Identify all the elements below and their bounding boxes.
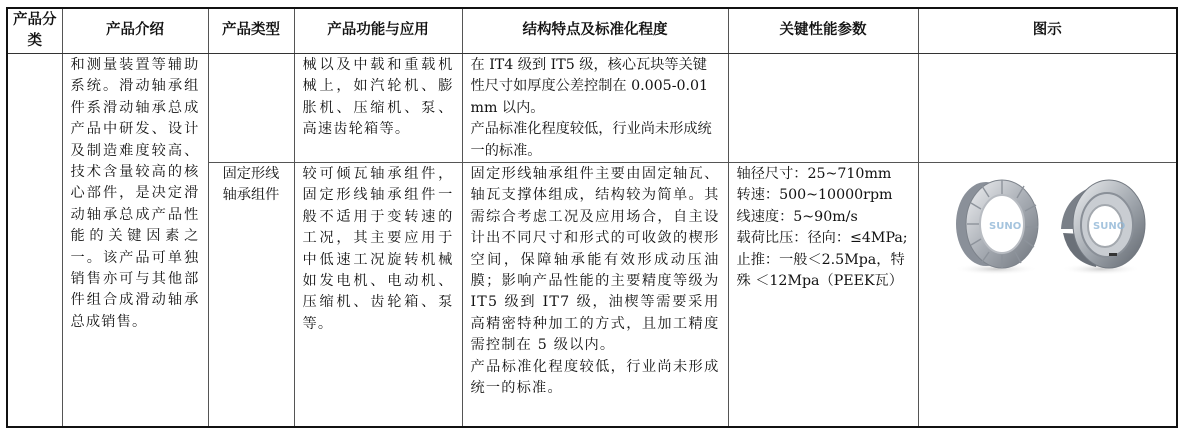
type-cell bbox=[208, 54, 294, 163]
params-cell bbox=[728, 54, 918, 163]
header-function: 产品功能与应用 bbox=[294, 8, 462, 54]
param-speed: 转速：500~10000rpm bbox=[736, 187, 893, 204]
structure-precision-text: 在 IT4 级到 IT5 级，核心瓦块等关键性尺寸如厚度公差控制在 0.005-0.01mm 以内。 bbox=[470, 57, 709, 116]
structure-cell bbox=[462, 54, 728, 163]
svg-text:SUNO: SUNO bbox=[988, 221, 1022, 233]
product-spec-table bbox=[6, 7, 1178, 428]
structure-cell bbox=[462, 163, 728, 427]
bearing-front-icon bbox=[944, 169, 1044, 279]
bearing-angled-icon bbox=[1051, 169, 1151, 279]
header-row bbox=[7, 8, 1177, 54]
params-cell bbox=[728, 163, 918, 427]
header-params: 关键性能参数 bbox=[728, 8, 918, 54]
header-image: 图示 bbox=[918, 8, 1177, 54]
structure-standard-text: 产品标准化程度较低，行业尚未形成统一的标准。 bbox=[470, 121, 712, 159]
header-category: 产品分类 bbox=[7, 8, 62, 54]
image-cell bbox=[918, 163, 1177, 427]
structure-desc-text: 固定形线轴承组件主要由固定轴瓦、轴瓦支撑体组成，结构较为简单。其需综合考虑工况及应用场合，自主设计出不同尺寸和形式的可收敛的楔形空间，保障轴承能有效形成动压油膜；影响产品性能的主要精度等级为 IT5 级到 IT7 级，油楔等需要采用高精密特种加工的方式，且加工精度需控制在 5 级以内。 bbox=[470, 166, 720, 354]
header-type: 产品类型 bbox=[208, 8, 294, 54]
category-cell bbox=[7, 54, 62, 427]
header-structure: 结构特点及标准化程度 bbox=[462, 8, 728, 54]
param-linear-speed: 线速度：5~90m/s bbox=[736, 208, 858, 225]
function-cell: 械以及中载和重载机械上，如汽轮机、膨胀机、压缩机、泵、高速齿轮箱等。 bbox=[294, 54, 462, 163]
image-cell bbox=[918, 54, 1177, 163]
param-shaft-diameter: 轴径尺寸：25~710mm bbox=[736, 166, 892, 183]
function-cell: 较可倾瓦轴承组件，固定形线轴承组件一般不适用于变转速的工况，其主要应用于中低速工况旋转机械如发电机、电动机、压缩机、齿轮箱、泵等。 bbox=[294, 163, 462, 427]
param-load-radial: 载荷比压：径向：≤4MPa; bbox=[736, 230, 908, 247]
param-load-thrust: 止推：一般＜2.5Mpa，特殊 ＜12Mpa（PEEK瓦） bbox=[736, 251, 905, 290]
intro-cell: 和测量装置等辅助系统。滑动轴承组件系滑动轴承总成产品中研发、设计及制造难度较高、技术含量较高的核心部件，是决定滑动轴承总成产品性能的关键因素之一。该产品可单独销售亦可与其他部件组合成滑动轴承总成销售。 bbox=[62, 54, 208, 427]
structure-standard-text: 产品标准化程度较低，行业尚未形成统一的标准。 bbox=[470, 358, 720, 397]
type-cell: 固定形线轴承组件 bbox=[208, 163, 294, 427]
svg-text:SUNO: SUNO bbox=[1092, 221, 1125, 233]
table-row bbox=[7, 54, 1177, 163]
bearing-photos bbox=[927, 164, 1169, 284]
header-intro: 产品介绍 bbox=[62, 8, 208, 54]
